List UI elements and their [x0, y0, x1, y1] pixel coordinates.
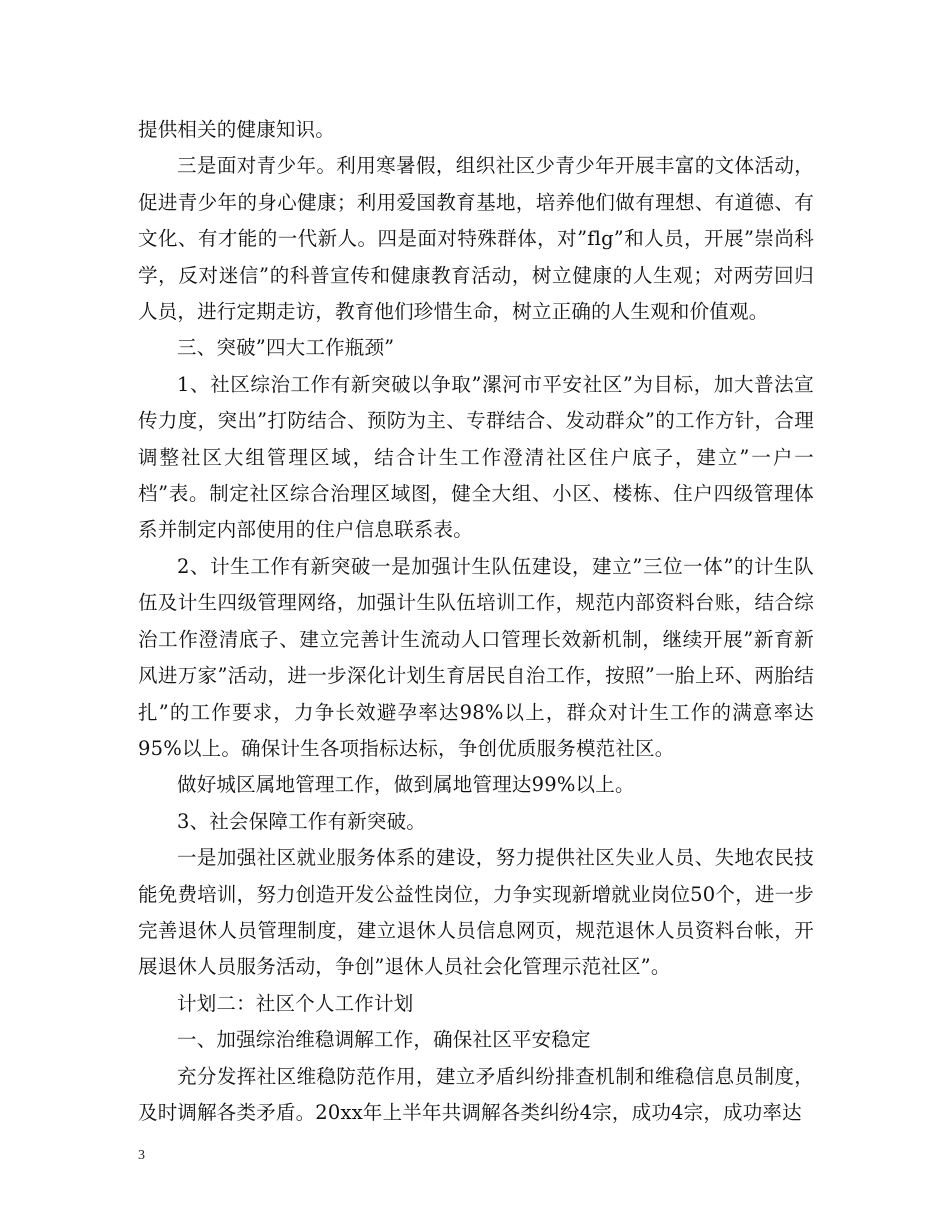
document-body: [138, 112, 814, 1131]
paragraph-family-planning: 2、计生工作有新突破一是加强计生队伍建设，建立”三位一体”的计生队伍及计生四级管理网络，加强计生队伍培训工作，规范内部资料台账，结合综治工作澄清底子、建立完善计生流动人口管理长效新机制，继续开展”新育新风进万家”活动，进一步深化计划生育居民自治工作，按照”一胎上环、两胎结扎”的工作要求，力争长效避孕率达98%以上，群众对计生工作的满意率达95%以上。确保计生各项指标达标，争创优质服务模范社区。: [138, 554, 814, 760]
section-heading-stability: 一、加强综治维稳调解工作，确保社区平安稳定: [177, 1028, 591, 1052]
paragraph-mediation: 充分发挥社区维稳防范作用，建立矛盾纠纷排查机制和维稳信息员制度，及时调解各类矛盾。20xx年上半年共调解各类纠纷4宗，成功4宗，成功率达: [138, 1064, 814, 1124]
page-number: 3: [138, 1148, 145, 1163]
paragraph-2: 三是面对青少年。利用寒暑假，组织社区少青少年开展丰富的文体活动，促进青少年的身心健康；利用爱国教育基地，培养他们做有理想、有道德、有文化、有才能的一代新人。四是面对特殊群体，对”flg”和人员，开展”崇尚科学，反对迷信”的科普宣传和健康教育活动，树立健康的人生观；对两劳回归人员，进行定期走访，教育他们珍惜生命，树立正确的人生观和价值观。: [138, 154, 814, 324]
paragraph-territorial-management: 做好城区属地管理工作，做到属地管理达99%以上。: [177, 773, 635, 797]
paragraph-1: 提供相关的健康知识。: [138, 118, 336, 141]
paragraph-social-security-heading: 3、社会保障工作有新突破。: [177, 809, 427, 833]
paragraph-comprehensive-governance: 1、社区综治工作有新突破以争取”漯河市平安社区”为目标，加大普法宣传力度，突出”打防结合、预防为主、专群结合、发动群众”的工作方针，合理调整社区大组管理区域，结合计生工作澄清社区住户底子，建立”一户一档”表。制定社区综合治理区域图，健全大组、小区、楼栋、住户四级管理体系并制定内部使用的住户信息联系表。: [138, 372, 814, 542]
paragraph-employment-services: 一是加强社区就业服务体系的建设，努力提供社区失业人员、失地农民技能免费培训，努力创造开发公益性岗位，力争实现新增就业岗位50个，进一步完善退休人员管理制度，建立退休人员信息网页，规范退休人员资料台帐，开展退休人员服务活动，争创”退休人员社会化管理示范社区”。: [138, 846, 814, 979]
plan-two-title: 计划二：社区个人工作计划: [177, 991, 414, 1015]
section-heading-breakthrough: 三、突破”四大工作瓶颈”: [177, 336, 395, 360]
